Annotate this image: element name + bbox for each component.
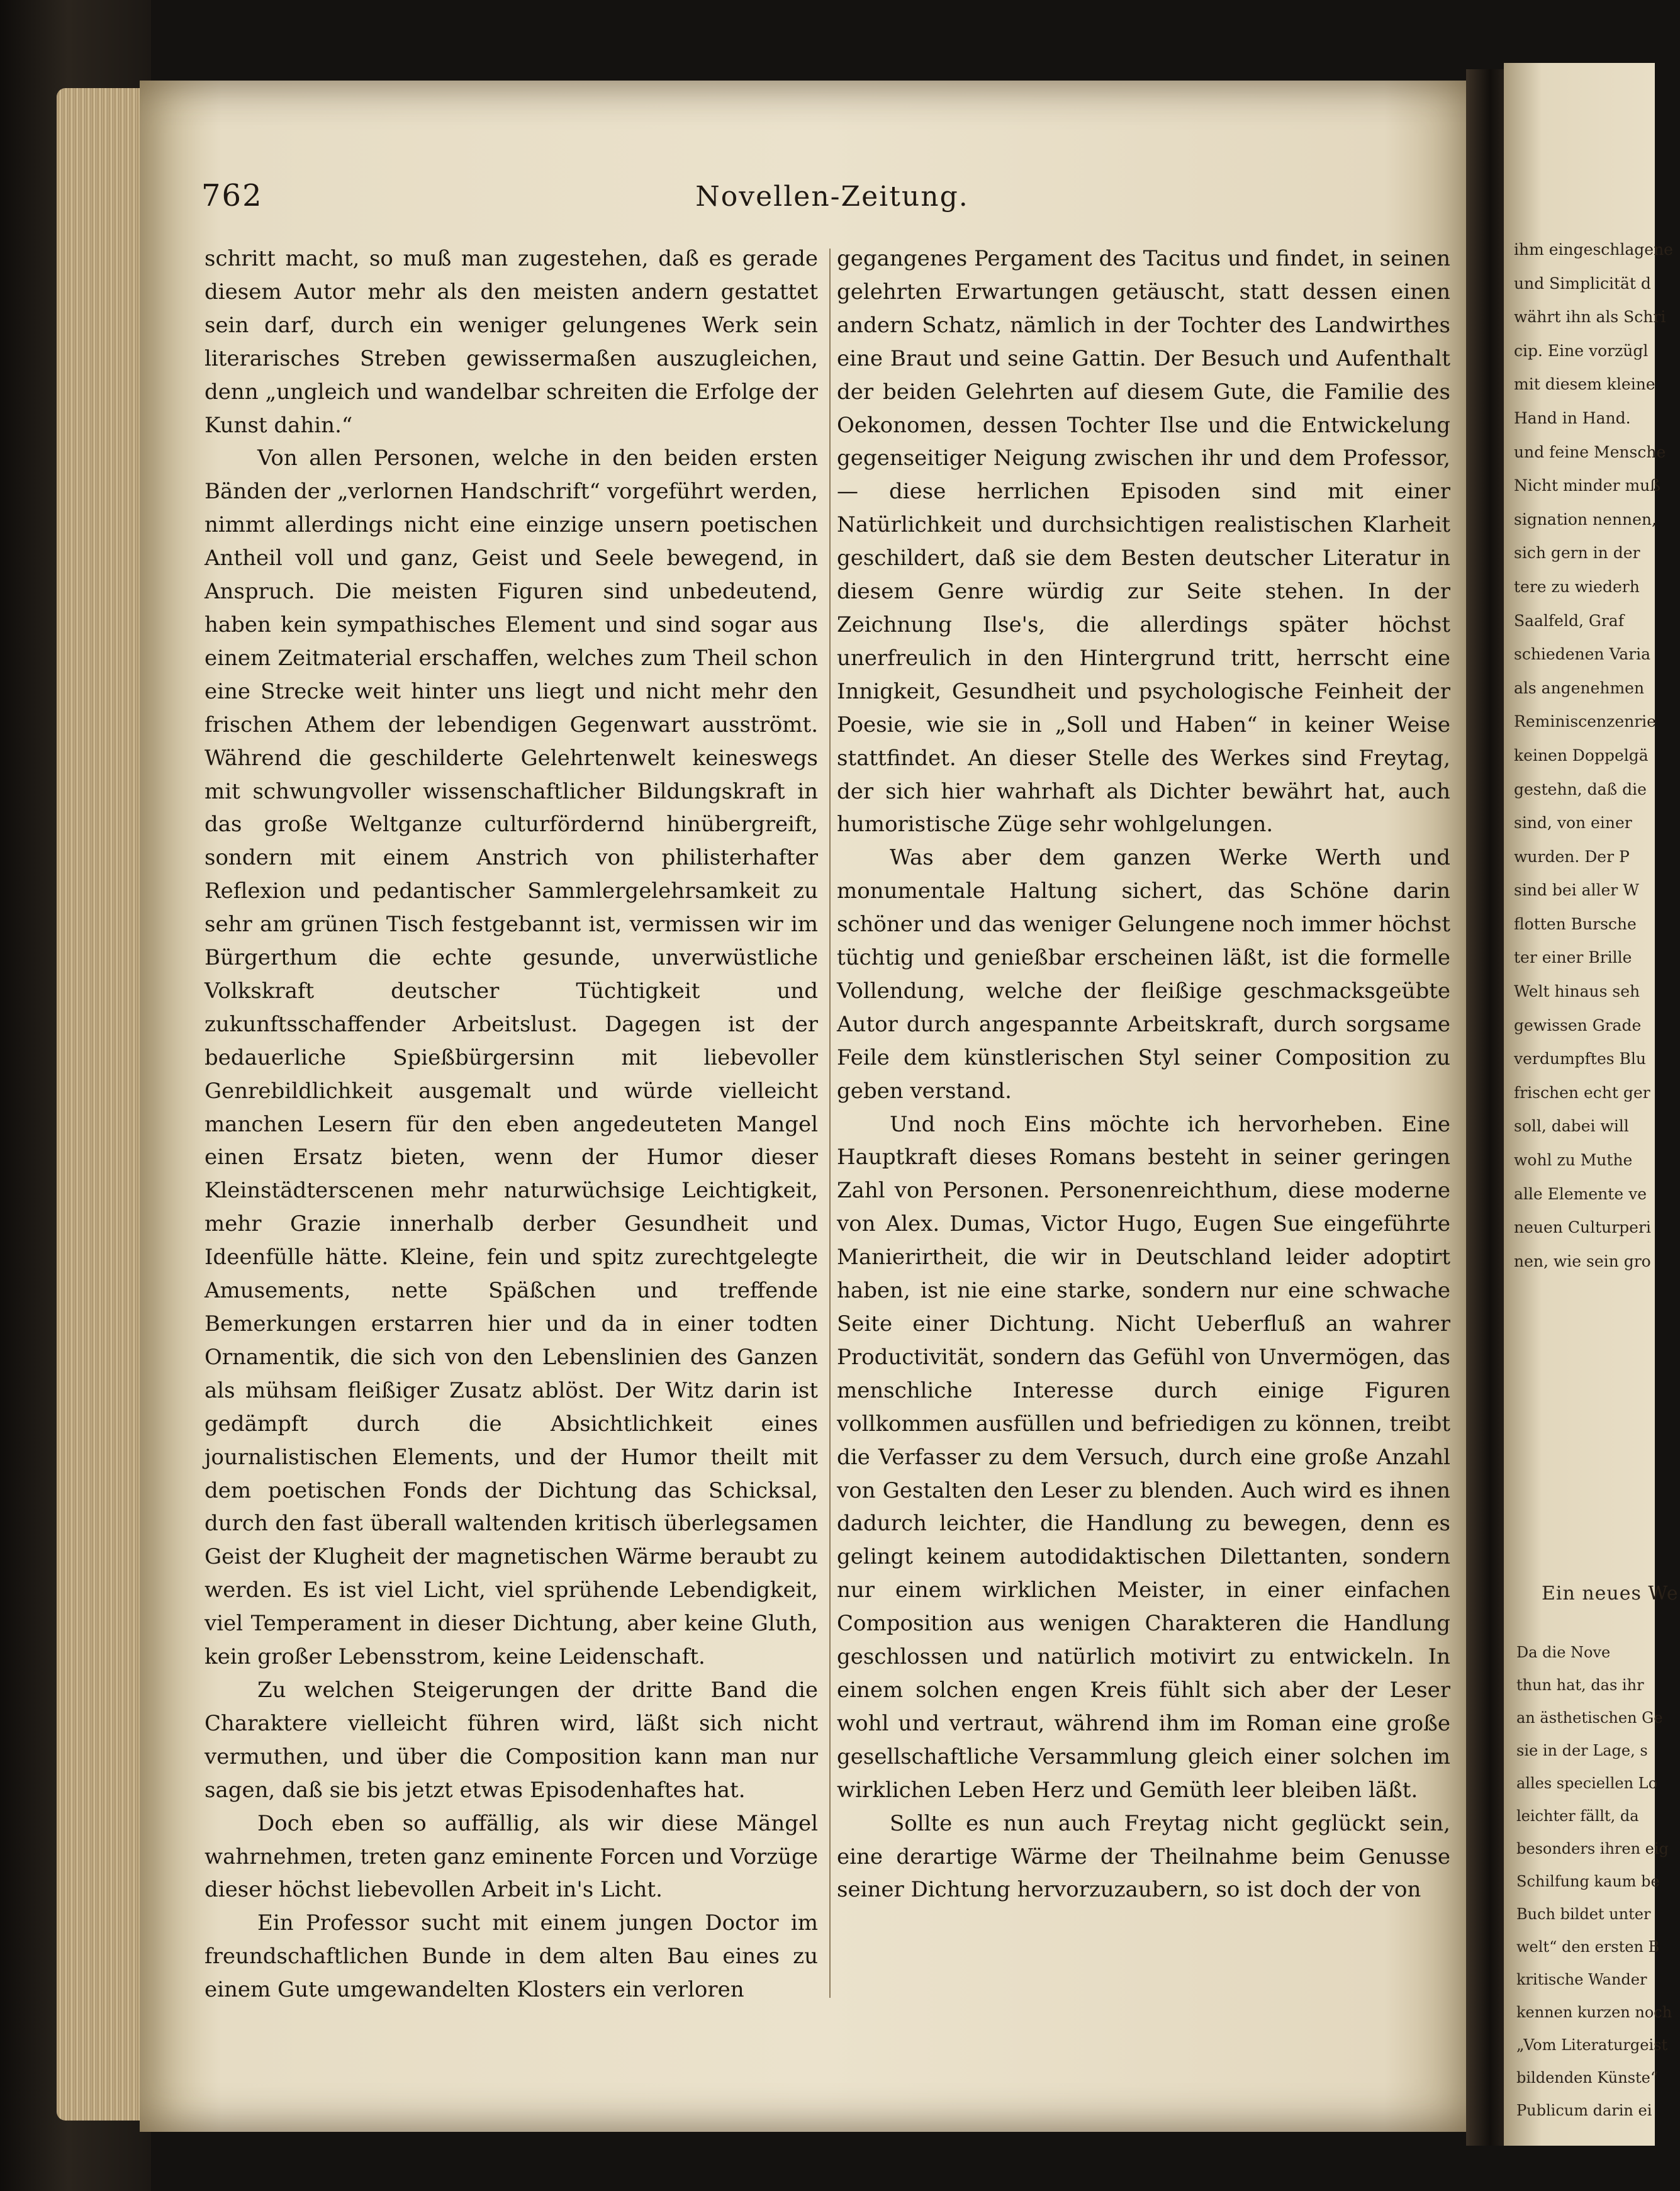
facing-page-line: Da die Nove — [1516, 1644, 1611, 1661]
facing-page-line: kennen kurzen noch — [1516, 2003, 1672, 2021]
facing-page-line: gestehn, daß die — [1514, 780, 1647, 799]
facing-page-line: ihm eingeschlagene — [1514, 240, 1673, 259]
facing-page-line: frischen echt ger — [1514, 1083, 1650, 1102]
page-stack-edges — [57, 88, 151, 2121]
facing-page-text — [1514, 233, 1677, 1278]
facing-page-line: Saalfeld, Graf — [1514, 611, 1624, 630]
facing-page-line: Schilfung kaum be — [1516, 1873, 1660, 1890]
paragraph: schritt macht, so muß man zugestehen, daß es gerade diesem Autor mehr als den meisten andern gestattet sein darf, durch ein weniger gelungenes Werk sein literarisches Streben gewissermaßen auszugleichen, denn „ungleich und wandelbar schreiten die Erfolge der Kunst dahin.“ — [204, 246, 818, 438]
facing-page-line: kritische Wander — [1516, 1971, 1647, 1988]
paragraph: Sollte es nun auch Freytag nicht geglückt sein, eine derartige Wärme der Theilnahme beim Genusse seiner Dichtung hervorzuzaubern, so ist doch der von — [837, 1810, 1450, 1903]
paragraph: Und noch Eins möchte ich hervorheben. Eine Hauptkraft dieses Romans besteht in seiner geringen Zahl von Personen. Personenreichthum, diese moderne von Alex. Dumas, Victor Hugo, Eugen Sue eingeführte Manierirtheit, die wir in Deutschland leider adoptirt haben, ist nie eine starke, sondern nur eine schwache Seite einer Dichtung. Nicht Ueberfluß an wahrer Productivität, sondern das Gefühl von Unvermögen, das menschliche Interesse durch einige Figuren vollkommen ausfüllen und befriedigen zu können, treibt die Verfasser zu dem Versuch, durch eine große Anzahl von Gestalten den Leser zu blenden. Auch wird es ihnen dadurch leichter, die Handlung zu bewegen, denn es gelingt keinem autodidaktischen Dilettanten, sondern nur einem wirklichen Meister, in einer einfachen Composition aus wenigen Charakteren die Handlung geschlossen und natürlich motivirt zu entwickeln. In einem solchen engen Kreis fühlt sich aber der Leser wohl und vertraut, während ihm im Roman eine große gesellschaftliche Versammlung gleich einer solchen im wirklichen Leben Herz und Gemüth leer bleiben läßt. — [837, 1111, 1450, 1803]
paragraph: Zu welchen Steigerungen der dritte Band die Charaktere vielleicht führen wird, läßt sich nicht vermuthen, und über die Composition kann man nur sagen, daß sie bis jetzt etwas Episodenhaftes hat. — [204, 1677, 818, 1803]
facing-page-line: nen, wie sein gro — [1514, 1252, 1651, 1270]
facing-page-line: schiedenen Varia — [1514, 645, 1650, 664]
facing-page-line: flotten Bursche — [1514, 914, 1637, 933]
facing-page-line: Nicht minder muß — [1514, 476, 1660, 495]
facing-page-line: keinen Doppelgä — [1514, 746, 1649, 765]
facing-page-line: Publicum darin ei — [1516, 2102, 1652, 2119]
facing-page-line: welt“ den ersten B — [1516, 1938, 1660, 1956]
facing-page-line: besonders ihren eig — [1516, 1840, 1669, 1858]
page-header — [201, 178, 1463, 216]
facing-page-line: und feine Mensche — [1514, 442, 1666, 461]
paragraph: Ein Professor sucht mit einem jungen Doctor im freundschaftlichen Bunde in dem alten Bau eines zu einem Gute umgewandelten Klosters ein verloren — [204, 1910, 818, 2003]
facing-page-line: und Simplicität d — [1514, 274, 1651, 293]
facing-page-line: Buch bildet unter — [1516, 1905, 1651, 1923]
facing-page-line: verdumpftes Blu — [1514, 1050, 1647, 1068]
facing-page-line: mit diesem kleine — [1514, 375, 1655, 394]
facing-page-heading: Ein neues We — [1542, 1583, 1679, 1605]
column-divider — [829, 249, 831, 1998]
facing-page-line: sie in der Lage, s — [1516, 1742, 1648, 1759]
facing-page-line: sich gern in der — [1514, 544, 1640, 563]
facing-page-line: cip. Eine vorzügl — [1514, 341, 1649, 360]
facing-page-line: neuen Culturperi — [1514, 1218, 1651, 1237]
facing-page-line: sind bei aller W — [1514, 881, 1639, 900]
facing-page-line: „Vom Literaturgeist — [1516, 2036, 1668, 2054]
facing-page-line: signation nennen, — [1514, 510, 1657, 529]
facing-page-line: wurden. Der P — [1514, 847, 1630, 866]
facing-page-line: ter einer Brille — [1514, 948, 1632, 967]
paragraph: gegangenes Pergament des Tacitus und findet, in seinen gelehrten Erwartungen getäuscht, statt dessen einen andern Schatz, nämlich in der Tochter des Landwirthes eine Braut und seine Gattin. Der Besuch und Aufenthalt der beiden Gelehrten auf diesem Gute, die Familie des Oekonomen, dessen Tochter Ilse und die Entwickelung gegenseitiger Neigung zwischen ihr und dem Professor, — diese herrlichen Episoden sind mit einer Natürlichkeit und durchsichtigen realistischen Klarheit geschildert, daß sie dem Besten deutscher Literatur in diesem Genre würdig zur Seite stehen. In der Zeichnung Ilse's, die allerdings später höchst unerfreulich in den Hintergrund tritt, herrscht eine Innigkeit, Gesundheit und psychologische Feinheit der Poesie, wie sie in „Soll und Haben“ in keiner Weise stattfindet. An dieser Stelle des Werkes sind Freytag, der sich hier wahrhaft als Dichter bewährt hat, auch humoristische Züge sehr wohlgelungen. — [837, 246, 1450, 838]
facing-page-line: bildenden Künste“ — [1516, 2069, 1659, 2087]
right-column — [837, 242, 1450, 1907]
facing-page-line: tere zu wiederh — [1514, 577, 1640, 596]
facing-page-line: gewissen Grade — [1514, 1016, 1642, 1034]
facing-page-line: soll, dabei will — [1514, 1117, 1629, 1136]
facing-page-line: an ästhetischen Ge — [1516, 1709, 1663, 1727]
running-title: Novellen-Zeitung. — [695, 181, 969, 213]
paragraph: Was aber dem ganzen Werke Werth und monumentale Haltung sichert, das Schöne darin schöner und das weniger Gelungene noch immer höchst tüchtig und genießbar erscheinen läßt, ist die formelle Vollendung, welche der fleißige geschmacksgeübte Autor durch angespannte Arbeitskraft, durch sorgsame Feile dem künstlerischen Styl seiner Composition zu geben verstand. — [837, 845, 1450, 1104]
facing-page-line: alle Elemente ve — [1514, 1184, 1647, 1203]
facing-page-line: wohl zu Muthe — [1514, 1151, 1633, 1170]
facing-page-text-lower — [1516, 1636, 1680, 2127]
facing-page-line: leichter fällt, da — [1516, 1807, 1639, 1825]
facing-page-line: thun hat, das ihr — [1516, 1676, 1644, 1694]
facing-page — [1504, 63, 1679, 2146]
facing-page-line: Reminiscenzenrie — [1514, 712, 1656, 731]
facing-page-line: als angenehmen — [1514, 678, 1645, 697]
facing-page-line: Hand in Hand. — [1514, 408, 1631, 427]
facing-page-line: Welt hinaus seh — [1514, 982, 1640, 1001]
paragraph: Doch eben so auffällig, als wir diese Mängel wahrnehmen, treten ganz eminente Forcen und Vorzüge dieser höchst liebevollen Arbeit in's Licht. — [204, 1810, 818, 1903]
paragraph: Von allen Personen, welche in den beiden ersten Bänden der „verlornen Handschrift“ vorgeführt werden, nimmt allerdings nicht eine einzige unsern poetischen Antheil voll und ganz, Geist und Seele bewegend, in Anspruch. Die meisten Figuren sind unbedeutend, haben kein sympathisches Element und sind sogar aus einem Zeitmaterial erschaffen, welches zum Theil schon eine Strecke weit hinter uns liegt und nicht mehr den frischen Athem der lebendigen Gegenwart ausströmt. Während die geschilderte Gelehrtenwelt keineswegs mit schwungvoller wissenschaftlicher Bildungskraft in das große Weltganze culturfördernd hinübergreift, sondern mit einem Anstrich von philisterhafter Reflexion und pedantischer Sammlergelehrsamkeit zu sehr am grünen Tisch festgebannt ist, vermissen wir im Bürgerthum die echte gesunde, unverwüstliche Volkskraft deutscher Tüchtigkeit und zukunftsschaffender Arbeitslust. Dagegen ist der bedauerliche Spießbürgersinn mit liebevoller Genrebildlichkeit ausgemalt und würde vielleicht manchen Lesern für den eben angedeuteten Mangel einen Ersatz bieten, wenn der Humor dieser Kleinstädterscenen mehr naturwüchsige Leichtigkeit, mehr Grazie innerhalb derber Gesundheit und Ideenfülle hätte. Kleine, fein und spitz zurechtgelegte Amusements, nette Späßchen und treffende Bemerkungen erstarren hier und da in einer todten Ornamentik, die sich von den Lebenslinien des Ganzen als mühsam fleißiger Zusatz ablöst. Der Witz darin ist gedämpft durch die Absichtlichkeit eines journalistischen Elements, und der Humor theilt mit dem poetischen Fonds der Dichtung das Schicksal, durch den fast überall waltenden kritisch überlegsamen Geist der Klugheit der magnetischen Wärme beraubt zu werden. Es ist viel Licht, viel sprühende Lebendigkeit, viel Temperament in dieser Dichtung, aber keine Gluth, kein großer Lebensstrom, keine Leidenschaft. — [204, 445, 818, 1670]
facing-page-line: währt ihn als Schri — [1514, 308, 1666, 327]
facing-page-line: sind, von einer — [1514, 814, 1632, 832]
page-number: 762 — [201, 178, 263, 213]
facing-page-line: alles speciellen Lo — [1516, 1774, 1658, 1792]
left-column — [204, 242, 818, 2007]
